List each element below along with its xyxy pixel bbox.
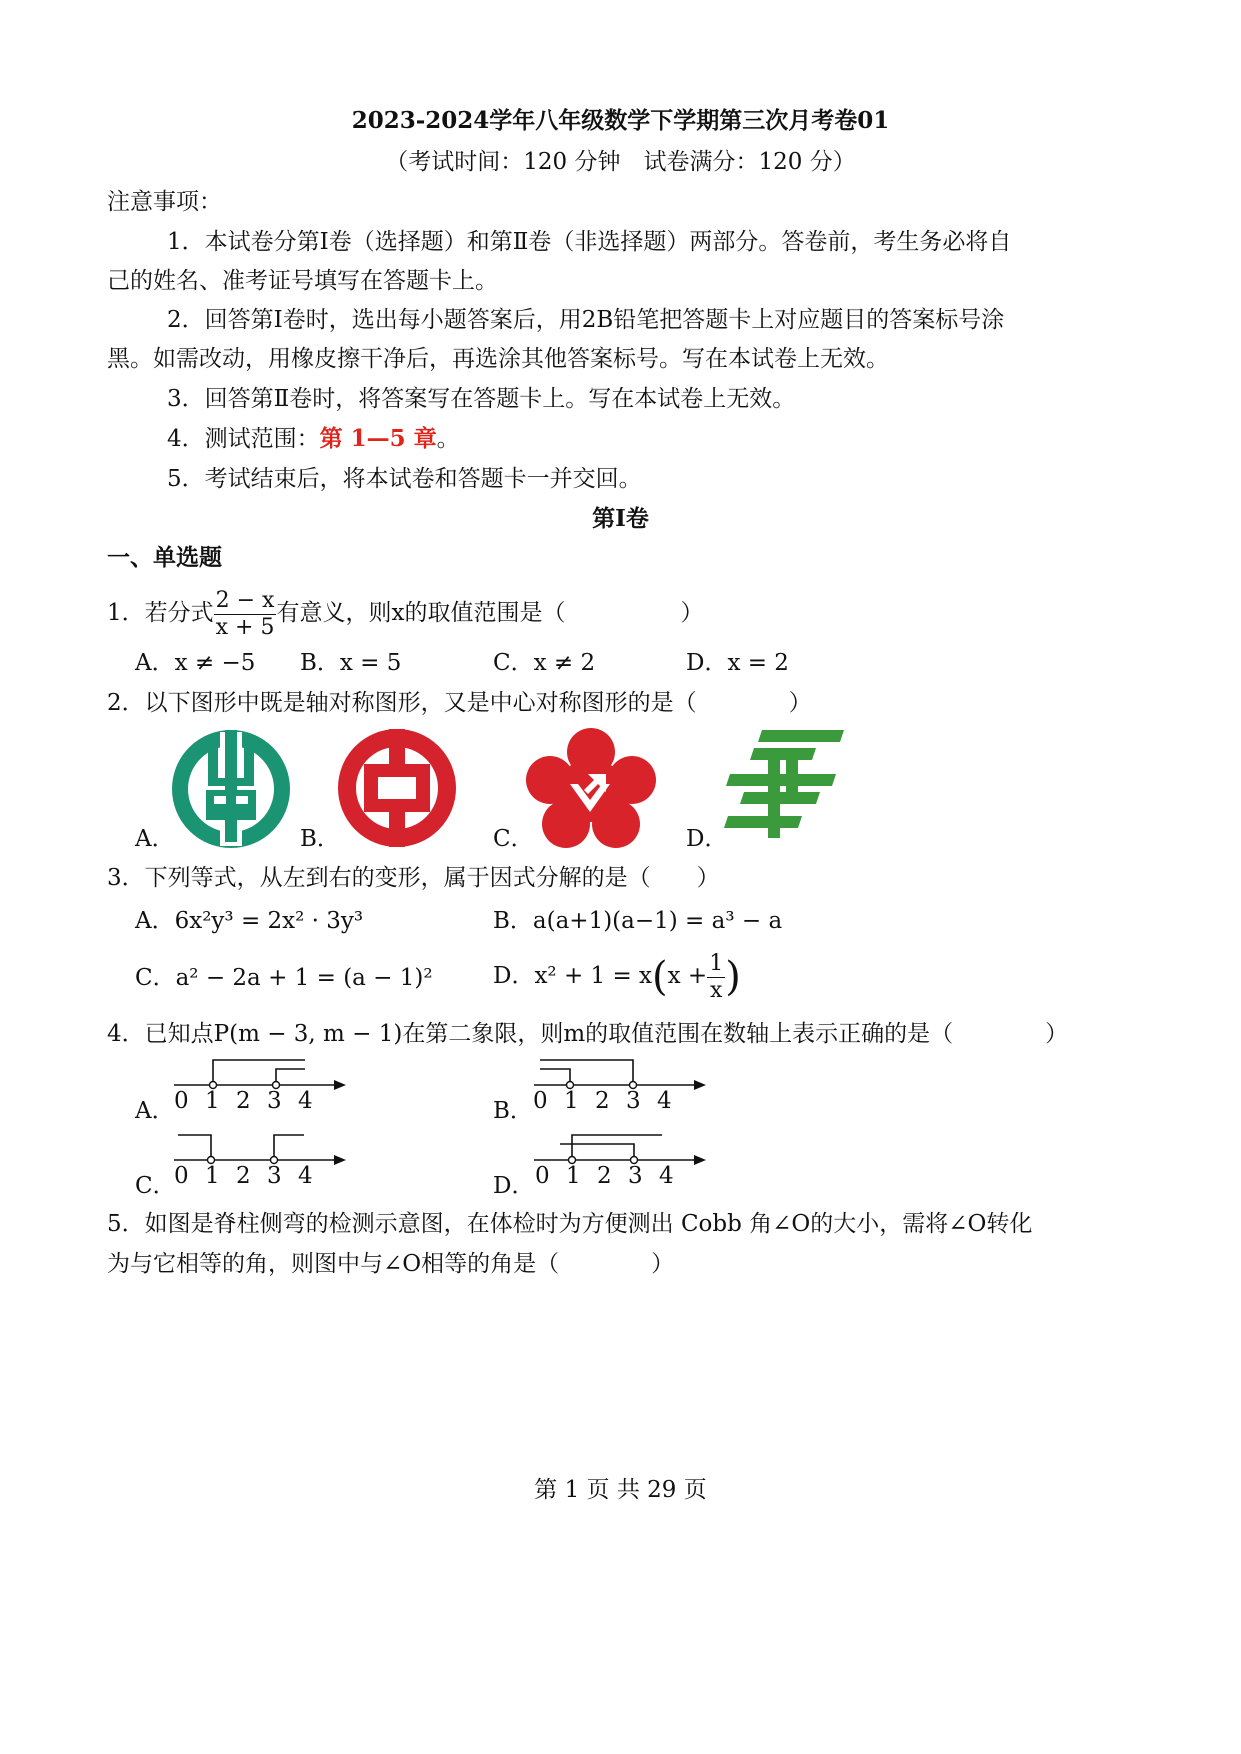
note-item-1-cont: 己的姓名、准考证号填写在答题卡上。	[107, 268, 498, 294]
question-2: 2．以下图形中既是轴对称图形，又是中心对称图形的是（ ）	[107, 690, 812, 716]
q1-frac-denominator: x + 5	[215, 614, 275, 640]
q1-option-b: B．x = 5	[300, 650, 402, 676]
q3-option-a: A．6x²y³ = 2x² · 3y³	[135, 908, 364, 934]
q3-d-fraction	[707, 951, 725, 1004]
q1-option-a: A．x ≠ −5	[135, 650, 256, 676]
tick-label: 4	[659, 1163, 674, 1189]
logo-d-icon	[724, 730, 844, 838]
q1-option-d: D．x = 2	[686, 650, 789, 676]
tick-label: 3	[267, 1088, 282, 1114]
q2-label-d: D．	[686, 826, 728, 852]
tick-label: 3	[267, 1163, 282, 1189]
number-line-a-ticks	[174, 1085, 329, 1117]
question-3: 3．下列等式，从左到右的变形，属于因式分解的是（ ）	[107, 865, 720, 891]
tick-label: 0	[535, 1163, 550, 1189]
notes-heading: 注意事项：	[107, 189, 222, 215]
question-4: 4．已知点P(m − 3, m − 1)在第二象限，则m的取值范围在数轴上表示正确的是（ ）	[107, 1021, 1069, 1047]
tick-label: 3	[626, 1088, 641, 1114]
q4-label-b: B．	[493, 1098, 533, 1124]
page-footer: 第 1 页 共 29 页	[534, 1477, 707, 1503]
exam-title: 2023-2024学年八年级数学下学期第三次月考卷01	[351, 107, 890, 134]
tick-label: 3	[628, 1163, 643, 1189]
q3-d-open: x +	[667, 963, 708, 989]
logo-b-icon	[336, 727, 458, 849]
q4-label-a: A．	[135, 1098, 175, 1124]
logo-a-icon	[170, 728, 292, 850]
logo-c-icon	[528, 728, 654, 848]
q1-option-c: C．x ≠ 2	[493, 650, 596, 676]
part-title: 一、单选题	[107, 544, 222, 571]
q1-frac-numerator: 2 − x	[215, 587, 275, 613]
q2-label-a: A．	[135, 826, 175, 852]
number-line-b-ticks	[533, 1085, 688, 1117]
tick-label: 2	[236, 1163, 251, 1189]
q3-option-d	[493, 948, 741, 1005]
tick-label: 1	[205, 1163, 220, 1189]
question-1	[107, 585, 703, 641]
number-line-d-ticks	[535, 1160, 690, 1192]
tick-label: 1	[564, 1088, 579, 1114]
q3-d-frac-denominator: x	[709, 977, 723, 1003]
q2-label-c: C．	[493, 826, 534, 852]
q3-d-prefix: D．x² + 1 = x	[493, 963, 653, 989]
q2-label-b: B．	[300, 826, 340, 852]
q3-d-frac-numerator: 1	[709, 950, 724, 976]
note-item-1: 1．本试卷分第Ⅰ卷（选择题）和第Ⅱ卷（非选择题）两部分。答卷前，考生务必将自	[167, 229, 1012, 255]
tick-label: 4	[657, 1088, 672, 1114]
note-item-4	[167, 423, 460, 455]
tick-label: 1	[566, 1163, 581, 1189]
q3-d-close-paren: )	[725, 954, 741, 1000]
tick-label: 0	[174, 1163, 189, 1189]
q1-fraction	[214, 588, 277, 641]
q4-label-d: D．	[493, 1173, 535, 1199]
note-item-3: 3．回答第Ⅱ卷时，将答案写在答题卡上。写在本试卷上无效。	[167, 386, 796, 412]
tick-label: 0	[174, 1088, 189, 1114]
tick-label: 2	[595, 1088, 610, 1114]
tick-label: 1	[205, 1088, 220, 1114]
question-5-cont: 为与它相等的角，则图中与∠O相等的角是（ ）	[107, 1251, 675, 1277]
number-line-c-ticks	[174, 1160, 329, 1192]
tick-label: 0	[533, 1088, 548, 1114]
note-item-4-suffix: 。	[436, 426, 460, 452]
q3-option-b: B．a(a+1)(a−1) = a³ − a	[493, 908, 783, 934]
note-item-5: 5．考试结束后，将本试卷和答题卡一并交回。	[167, 466, 642, 492]
note-item-2: 2．回答第Ⅰ卷时，选出每小题答案后，用2B铅笔把答题卡上对应题目的答案标号涂	[167, 307, 1005, 333]
q3-option-c: C．a² − 2a + 1 = (a − 1)²	[135, 965, 433, 991]
q3-d-open-paren: (	[652, 954, 668, 1000]
note-item-4-prefix: 4．测试范围：	[167, 426, 320, 452]
note-item-2-cont: 黑。如需改动，用橡皮擦干净后，再选涂其他答案标号。写在本试卷上无效。	[107, 346, 889, 372]
tick-label: 2	[236, 1088, 251, 1114]
exam-subtitle: （考试时间：120 分钟 试卷满分：120 分）	[385, 149, 856, 175]
test-scope-highlight: 第 1—5 章	[319, 425, 437, 452]
q1-suffix: 有意义，则x的取值范围是（ ）	[276, 600, 704, 626]
q1-prefix: 1．若分式	[107, 600, 214, 626]
q4-label-c: C．	[135, 1173, 176, 1199]
tick-label: 4	[298, 1163, 313, 1189]
tick-label: 4	[298, 1088, 313, 1114]
tick-label: 2	[597, 1163, 612, 1189]
question-5: 5．如图是脊柱侧弯的检测示意图，在体检时为方便测出 Cobb 角∠O的大小，需将∠O转化	[107, 1211, 1033, 1237]
volume-title: 第Ⅰ卷	[592, 505, 649, 532]
